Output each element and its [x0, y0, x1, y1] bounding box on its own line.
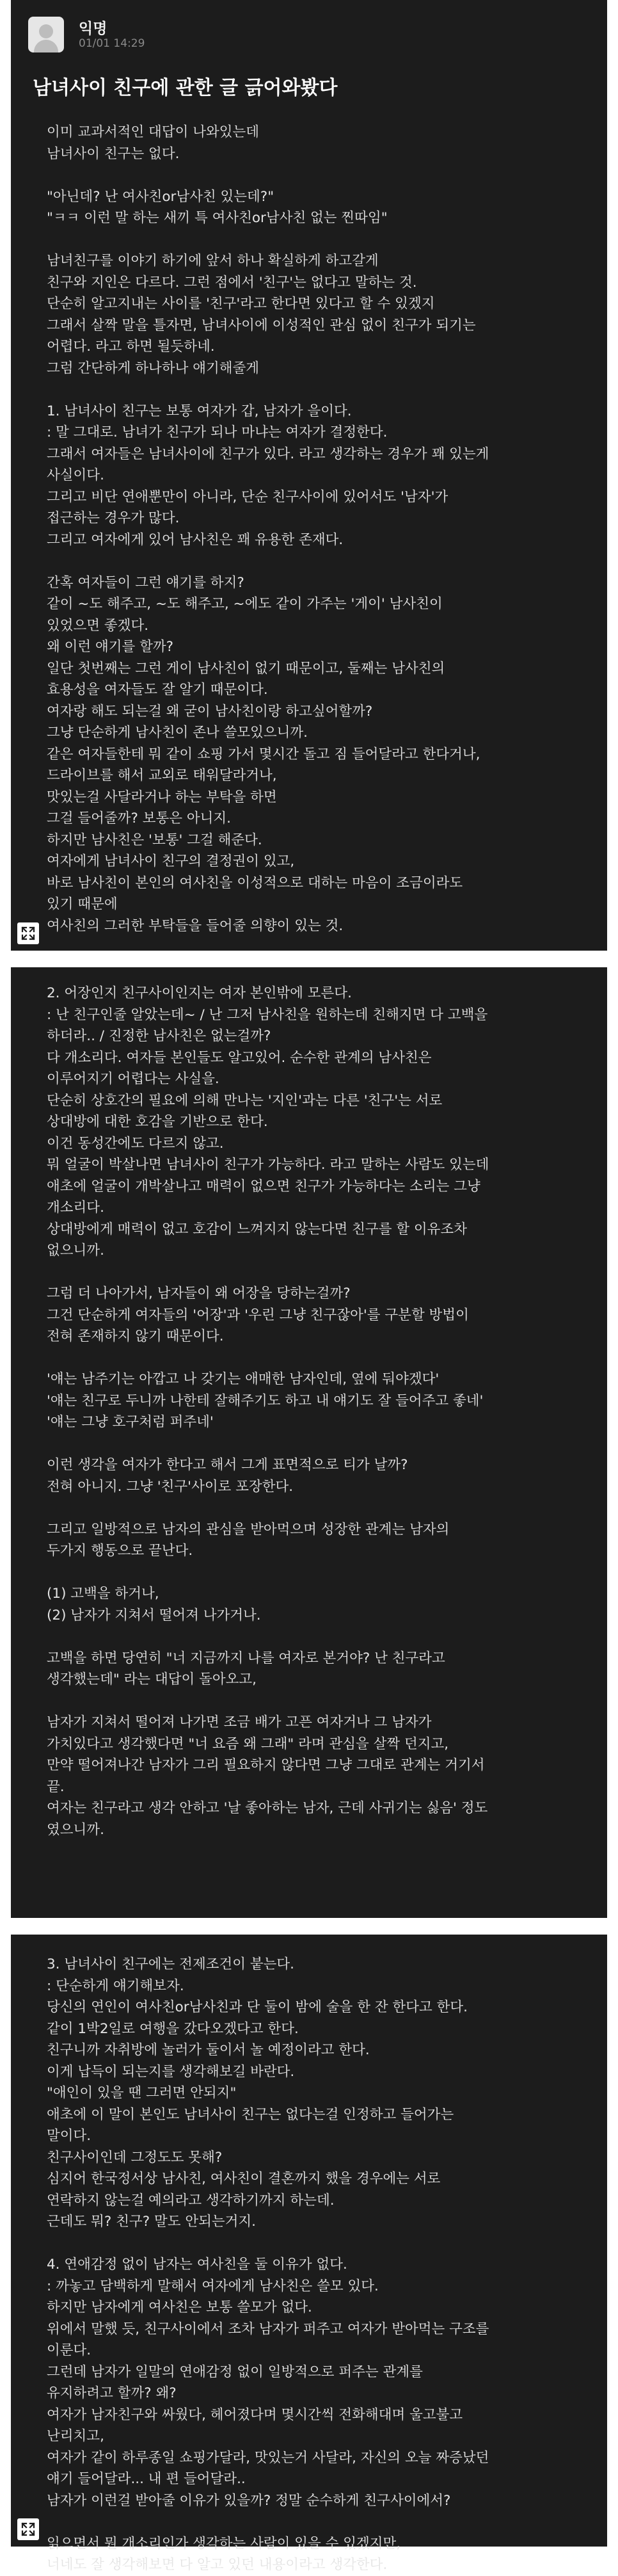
text-line: 그리고 여자에게 있어 남사친은 꽤 유용한 존재다.	[47, 531, 344, 548]
text-line: 위에서 말했 듯, 친구사이에서 조차 남자가 퍼주고 여자가 받아먹는 구조를	[47, 2321, 489, 2337]
text-line: "ㅋㅋ 이런 말 하는 새끼 특 여사친or남사친 없는 찐따임"	[47, 210, 388, 226]
text-line: 일단 첫번째는 그런 게이 남사친이 없기 때문이고, 둘째는 남사친의	[47, 660, 445, 677]
paragraph-gap	[47, 551, 585, 572]
expand-icon[interactable]	[17, 2518, 39, 2540]
text-line: 같이 1박2일로 여행을 갔다오겠다고 한다.	[47, 2020, 299, 2037]
post-header	[11, 0, 607, 64]
text-line: 그걸 들어줄까? 보통은 아니지.	[47, 810, 231, 826]
text-line: 심지어 한국정서상 남사친, 여사친이 결혼까지 했을 경우에는 서로	[47, 2171, 441, 2187]
paragraph-gap	[47, 379, 585, 401]
paragraph-gap	[47, 1433, 585, 1455]
text-line: 이루어지기 어렵다는 사실을.	[47, 1071, 219, 1087]
text-line: 드라이브를 해서 교외로 태워달라거나,	[47, 768, 277, 784]
post-title: 남녀사이 친구에 관한 글 긁어와봤다	[33, 77, 338, 99]
text-line: 그런데 남자가 일말의 연애감정 없이 일방적으로 퍼주는 관계를	[47, 2363, 423, 2380]
text-line: 개소리다.	[47, 1200, 104, 1216]
text-line: : 단순하게 얘기해보자.	[47, 1977, 184, 1994]
text-line: 상대방에게 매력이 없고 호감이 느껴지지 않는다면 친구를 할 이유조차	[47, 1221, 467, 1237]
text-line: 하더라.. / 진정한 남사친은 없는걸까?	[47, 1028, 271, 1044]
text-line: 친구사이인데 그정도도 못해?	[47, 2149, 223, 2166]
text-line: : 난 친구인줄 알았는데~ / 난 그저 남사친을 원하는데 친해지면 다 고백을	[47, 1006, 488, 1023]
paragraph-gap	[47, 2511, 585, 2533]
text-line: '얘는 그냥 호구처럼 퍼주네'	[47, 1414, 214, 1430]
text-line: 남녀친구를 이야기 하기에 앞서 하나 확실하게 하고갈게	[47, 253, 379, 269]
text-line: 이건 동성간에도 다르지 않고.	[47, 1135, 224, 1152]
text-line: 여자가 남자친구와 싸웠다, 헤어졌다며 몇시간씩 전화해대며 울고불고	[47, 2406, 463, 2423]
expand-icon[interactable]	[17, 922, 39, 944]
text-line: 그리고 비단 연애뿐만이 아니라, 단순 친구사이에 있어서도 '남자'가	[47, 488, 448, 505]
text-line: 이게 납득이 되는지를 생각해보길 바란다.	[47, 2063, 295, 2080]
text-line: 애초에 이 말이 본인도 남녀사이 친구는 없다는걸 인정하고 들어가는	[47, 2106, 454, 2123]
paragraph-gap	[47, 1262, 585, 1284]
text-line: 근데도 뭐? 친구? 말도 안되는거지.	[47, 2214, 256, 2230]
post-panel-3	[11, 1935, 607, 2573]
text-line: 그건 단순하게 여자들의 '어장'과 '우린 그냥 친구잖아'를 구분할 방법이	[47, 1307, 469, 1323]
text-line: 사실이다.	[47, 467, 104, 483]
text-line: 친구와 지인은 다르다. 그런 점에서 '친구'는 없다고 말하는 것.	[47, 274, 417, 291]
text-line: 생각했는데" 라는 대답이 돌아오고,	[47, 1671, 257, 1687]
text-line: 말이다.	[47, 2128, 91, 2144]
text-line: 접근하는 경우가 많다.	[47, 510, 180, 526]
text-line: 여사친의 그러한 부탁들을 들어줄 의향이 있는 것.	[47, 917, 344, 934]
paragraph-gap	[47, 1497, 585, 1519]
text-line: (1) 고백을 하거나,	[47, 1586, 159, 1602]
text-line: 그리고 일방적으로 남자의 관심을 받아먹으며 성장한 관계는 남자의	[47, 1521, 450, 1538]
text-line: 남자가 지쳐서 떨어져 나가면 조금 배가 고픈 여자거나 그 남자가	[47, 1714, 432, 1730]
text-line: 애초에 얼굴이 개박살나고 매력이 없으면 친구가 가능하다는 소리는 그냥	[47, 1178, 480, 1195]
text-line: : 말 그대로. 남녀가 친구가 되나 마냐는 여자가 결정한다.	[47, 424, 388, 440]
text-line: 같이 ~도 해주고, ~도 해주고, ~에도 같이 가주는 '게이' 남사친이	[47, 596, 443, 612]
text-line: 그냥 단순하게 남사친이 존나 쓸모있으니까.	[47, 725, 308, 741]
text-line: 가치있다고 생각했다면 "너 요즘 왜 그래" 라며 관심을 살짝 던지고,	[47, 1735, 449, 1752]
text-line: 두가지 행동으로 끝난다.	[47, 1543, 193, 1559]
text-line: 읽으면서 뭔 개소리인가 생각하는 사람이 있을 수 있겠지만,	[47, 2535, 401, 2552]
text-line: 이런 생각을 여자가 한다고 해서 그게 표면적으로 티가 날까?	[47, 1457, 408, 1473]
text-line: 여자가 같이 하루종일 쇼핑가달라, 맛있는거 사달라, 자신의 오늘 짜증났던	[47, 2449, 489, 2466]
text-line: 왜 이런 얘기를 할까?	[47, 639, 174, 655]
text-line: 3. 남녀사이 친구에는 전제조건이 붙는다.	[47, 1956, 294, 1972]
post-body-section-1	[47, 122, 585, 937]
text-line: 너네도 잘 생각해보면 다 알고 있던 내용이라고 생각한다.	[47, 2557, 388, 2573]
text-line: 여자랑 해도 되는걸 왜 굳이 남사친이랑 하고싶어할까?	[47, 703, 373, 720]
paragraph-gap	[47, 1562, 585, 1584]
text-line: '얘는 친구로 두니까 나한테 잘해주기도 하고 내 얘기도 잘 들어주고 좋네'	[47, 1392, 484, 1409]
paragraph-gap	[47, 229, 585, 251]
text-line: 없으니까.	[47, 1243, 104, 1259]
text-line: 그럼 더 나아가서, 남자들이 왜 어장을 당하는걸까?	[47, 1285, 351, 1301]
text-line: 효용성을 여자들도 잘 알기 때문이다.	[47, 682, 268, 698]
text-line: 여자에게 남녀사이 친구의 결정권이 있고,	[47, 853, 295, 869]
text-line: 연락하지 않는걸 예의라고 생각하기까지 하는데.	[47, 2192, 335, 2209]
text-line: 전혀 존재하지 않기 때문이다.	[47, 1328, 224, 1344]
avatar	[28, 17, 64, 52]
text-line: 남녀사이 친구는 없다.	[47, 145, 180, 162]
paragraph-gap	[47, 1691, 585, 1712]
text-line: 뭐 얼굴이 박살나면 남녀사이 친구가 가능하다. 라고 말하는 사람도 있는데	[47, 1157, 489, 1173]
paragraph-gap	[47, 1348, 585, 1369]
text-line: 맛있는걸 사달라거나 하는 부탁을 하면	[47, 789, 277, 805]
text-line: 전혀 아니지. 그냥 '친구'사이로 포장한다.	[47, 1478, 294, 1495]
paragraph-gap	[47, 1626, 585, 1648]
text-line: 같은 여자들한테 뭐 같이 쇼핑 가서 몇시간 돌고 짐 들어달라고 한다거나,	[47, 746, 480, 762]
post-body-section-2	[47, 983, 585, 1840]
paragraph-gap	[47, 165, 585, 186]
text-line: 2. 어장인지 친구사이인지는 여자 본인밖에 모른다.	[47, 985, 352, 1001]
text-line: 단순히 알고지내는 사이를 '친구'라고 한다면 있다고 할 수 있겠지	[47, 296, 435, 312]
text-line: 였으니까.	[47, 1821, 104, 1838]
text-line: 그래서 살짝 말을 틀자면, 남녀사이에 이성적인 관심 없이 친구가 되기는	[47, 317, 476, 334]
text-line: 4. 연애감정 없이 남자는 여사친을 둘 이유가 없다.	[47, 2257, 347, 2273]
text-line: 단순히 상호간의 필요에 의해 만나는 '지인'과는 다른 '친구'는 서로	[47, 1092, 443, 1109]
text-line: 난리치고,	[47, 2428, 104, 2444]
post-date: 01/01 14:29	[79, 37, 145, 50]
text-line: "아닌데? 난 여사친or남사친 있는데?"	[47, 188, 274, 205]
text-line: '얘는 남주기는 아깝고 나 갖기는 애매한 남자인데, 옆에 둬야겠다'	[47, 1371, 440, 1387]
text-line: 상대방에 대한 호감을 기반으로 한다.	[47, 1114, 268, 1130]
text-line: 있었으면 좋겠다.	[47, 617, 149, 634]
text-line: 당신의 연인이 여사친or남사친과 단 둘이 밤에 술을 한 잔 한다고 한다.	[47, 1999, 468, 2015]
text-line: 하지만 남사친은 '보통' 그걸 해준다.	[47, 832, 262, 848]
text-line: 고백을 하면 당연히 "너 지금까지 나를 여자로 본거야? 난 친구라고	[47, 1650, 445, 1666]
text-line: : 까놓고 담백하게 말해서 여자에게 남사친은 쓸모 있다.	[47, 2278, 379, 2294]
text-line: 여자는 친구라고 생각 안하고 '날 좋아하는 남자, 근데 사귀기는 싫음' 정도	[47, 1800, 488, 1816]
post-body-section-3	[47, 1954, 585, 2576]
paragraph-gap	[47, 2233, 585, 2255]
text-line: 얘기 들어달라... 내 편 들어달라..	[47, 2471, 246, 2487]
text-line: 바로 남사친이 본인의 여사친을 이성적으로 대하는 마음이 조금이라도	[47, 874, 463, 891]
text-line: 친구니까 자취방에 놀러가 둘이서 놀 예정이라고 한다.	[47, 2042, 370, 2058]
text-line: 만약 떨어져나간 남자가 그리 필요하지 않다면 그냥 그대로 관계는 거기서	[47, 1757, 485, 1773]
text-line: 끝.	[47, 1778, 65, 1795]
post-panel-2	[11, 967, 607, 1918]
text-line: "애인이 있을 땐 그러면 안되지"	[47, 2085, 237, 2101]
author-name: 익명	[79, 20, 107, 37]
text-line: (2) 남자가 지쳐서 떨어져 나가거나.	[47, 1607, 261, 1623]
post-panel-1	[11, 0, 607, 951]
text-line: 이룬다.	[47, 2342, 91, 2358]
text-line: 다 개소리다. 여자들 본인들도 알고있어. 순수한 관계의 남사친은	[47, 1049, 432, 1066]
text-line: 이미 교과서적인 대답이 나와있는데	[47, 124, 260, 140]
text-line: 어렵다. 라고 하면 될듯하네.	[47, 339, 215, 355]
text-line: 하지만 남자에게 여사친은 보통 쓸모가 없다.	[47, 2299, 312, 2315]
text-line: 간혹 여자들이 그런 얘기를 하지?	[47, 574, 244, 591]
text-line: 있기 때문에	[47, 896, 118, 912]
text-line: 1. 남녀사이 친구는 보통 여자가 갑, 남자가 을이다.	[47, 403, 352, 419]
text-line: 남자가 이런걸 받아줄 이유가 있을까? 정말 순수하게 친구사이에서?	[47, 2492, 451, 2509]
text-line: 그래서 여자들은 남녀사이에 친구가 있다. 라고 생각하는 경우가 꽤 있는게	[47, 446, 489, 462]
text-line: 그럼 간단하게 하나하나 얘기해줄게	[47, 360, 260, 376]
text-line: 유지하려고 할까? 왜?	[47, 2385, 177, 2401]
